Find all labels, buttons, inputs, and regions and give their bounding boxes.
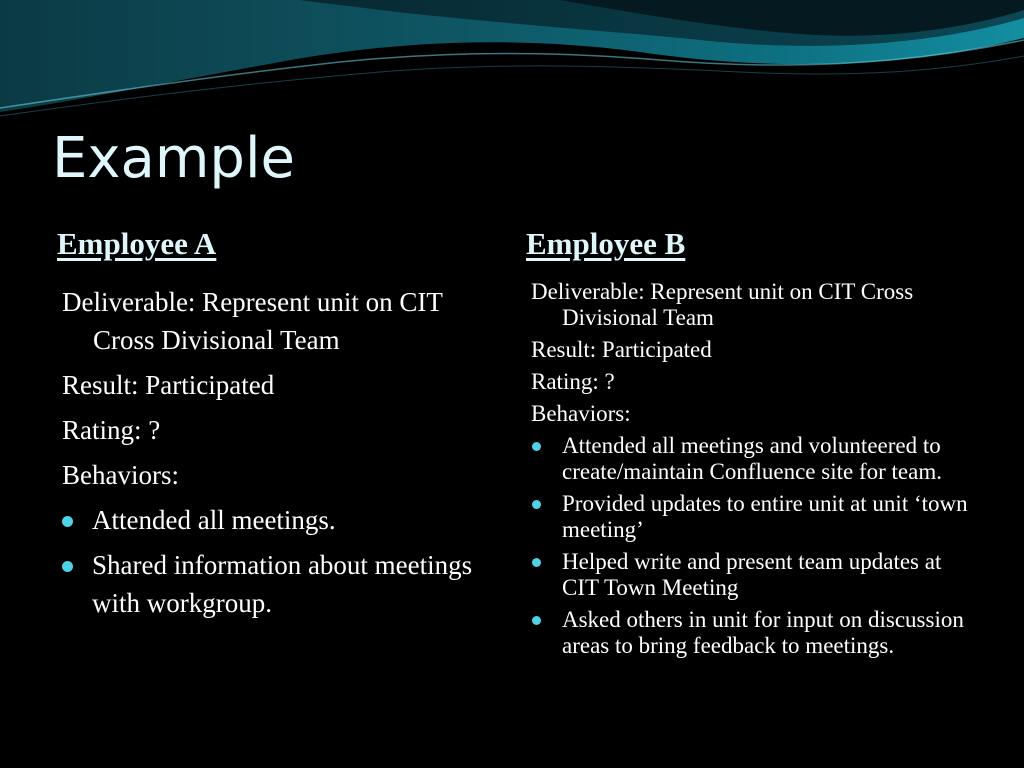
employee-a-rating: Rating: ?: [62, 415, 161, 445]
employee-a-behavior-text: Attended all meetings.: [92, 505, 336, 535]
employee-a-behavior-text: Shared information about meetings with workgroup.: [92, 550, 473, 618]
header-wave-decoration: [0, 0, 1024, 130]
employee-b-behavior-item: [531, 433, 971, 485]
employee-b-column: [531, 279, 971, 665]
employee-b-behaviors-label: Behaviors:: [531, 401, 631, 426]
slide-title: Example: [52, 126, 295, 191]
bullet-icon: [532, 616, 541, 625]
employee-a-deliverable: Deliverable: Represent unit on CIT Cross Divisional Team: [62, 287, 443, 355]
employee-a-column: [62, 283, 492, 629]
employee-a-behavior-item: [62, 546, 492, 622]
employee-a-heading: Employee A: [57, 226, 217, 261]
employee-a-result: Result: Participated: [62, 370, 275, 400]
employee-b-behavior-text: Attended all meetings and volunteered to create/maintain Confluence site for team.: [562, 433, 942, 484]
bullet-icon: [62, 561, 73, 572]
employee-b-rating: Rating: ?: [531, 369, 615, 394]
employee-b-behavior-item: [531, 549, 971, 601]
bullet-icon: [532, 442, 541, 451]
bullet-icon: [532, 558, 541, 567]
employee-b-behavior-text: Provided updates to entire unit at unit ‘town meeting’: [562, 491, 968, 542]
bullet-icon: [62, 516, 73, 527]
employee-a-behaviors-label: Behaviors:: [62, 460, 179, 490]
employee-b-behavior-text: Helped write and present team updates at CIT Town Meeting: [562, 549, 942, 600]
employee-a-behavior-item: [62, 501, 492, 539]
employee-b-heading: Employee B: [526, 226, 686, 261]
employee-b-behavior-item: [531, 491, 971, 543]
employee-b-behavior-item: [531, 607, 971, 659]
employee-b-deliverable: Deliverable: Represent unit on CIT Cross Divisional Team: [531, 279, 914, 330]
bullet-icon: [532, 500, 541, 509]
employee-b-result: Result: Participated: [531, 337, 712, 362]
employee-b-behavior-text: Asked others in unit for input on discussion areas to bring feedback to meetings.: [562, 607, 964, 658]
